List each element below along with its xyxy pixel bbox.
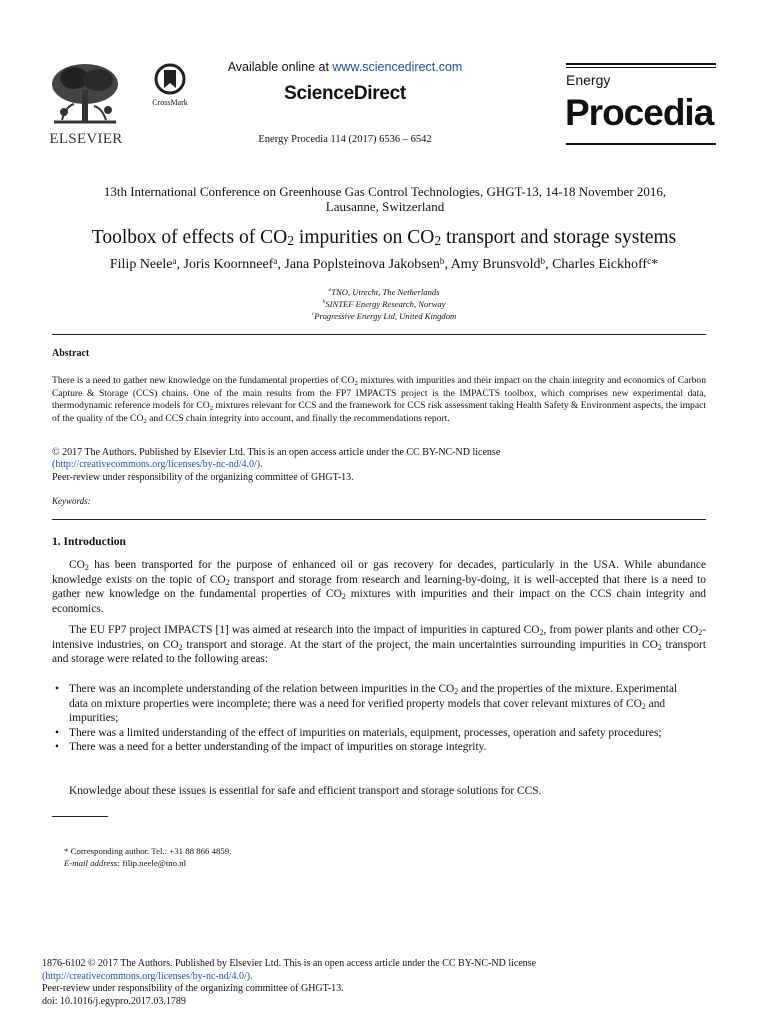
conference-line-1: 13th International Conference on Greenhouse Gas Control Technologies, GHGT-13, 14-18 November 2016, (103, 184, 667, 199)
conference-line-2: Lausanne, Switzerland (325, 199, 445, 214)
crossmark-label: CrossMark (152, 98, 188, 107)
divider-top (52, 334, 706, 335)
author: Jana Poplsteinova Jakobsen$^b$, (284, 256, 451, 272)
author: Amy Brunsvold$^b$, (450, 256, 553, 272)
journal-logo-rule-bottom (566, 143, 716, 145)
footer-license-link[interactable]: (http://creativecommons.org/licenses/by-nc-nd/4.0/). (42, 970, 253, 982)
list-item: • There was a need for a better understanding of the impact of impurities on storage integrity. (52, 740, 692, 755)
paper-title: Toolbox of effects of $CO_2$ impurities on $CO_2$ transport and storage systems (91, 227, 677, 248)
available-online (210, 60, 480, 74)
author: Charles Eickhoff$^c$* (552, 256, 659, 272)
publisher-name: ELSEVIER (49, 131, 123, 147)
email-address: filip.neele@tno.nl (120, 858, 187, 868)
author-list (30, 257, 738, 273)
journal-logo-rule-top2 (566, 67, 716, 68)
section-heading-introduction: 1. Introduction (52, 536, 126, 548)
conference-info (40, 184, 730, 214)
footer-license-text: 1876-6102 © 2017 The Authors. Published by Elsevier Ltd. This is an open access article under the CC BY-NC-ND license (42, 958, 537, 969)
author: Joris Koornneef$^a$, (183, 256, 285, 272)
peer-review-text: Peer-review under responsibility of the organizing committee of GHGT-13. (52, 471, 354, 483)
email-line: E-mail address: filip.neele@tno.nl (64, 858, 187, 868)
list-item: • There was an incomplete understanding of the relation between impurities in the $CO_2$ and the properties of the mixture. Experimental data on mixture properties were incomplete; there was a need for verified property models that cover relevant mixtures of $CO_2$ and impurities; (52, 682, 692, 726)
affiliation: $^a$TNO, Utrecht, The Netherlands (328, 287, 440, 297)
copyright-text: © 2017 The Authors. Published by Elsevier Ltd. This is an open access article under the CC BY-NC-ND license (52, 447, 501, 458)
footer-peer-review: Peer-review under responsibility of the organizing committee of GHGT-13. (42, 983, 344, 995)
list-item: • There was a limited understanding of the effect of impurities on materials, equipment, processes, operation and safety procedures; (52, 726, 692, 741)
affiliation: $^b$SINTEF Energy Research, Norway (322, 299, 446, 309)
abstract-body: There is a need to gather new knowledge on the fundamental properties of $CO_2$ mixtures with impurities and their impact on the chain integrity and economics of Carbon Capture & Storage (CCS) chains. One of the main results from the FP7 IMPACTS project is the IMPACTS toolbox, which comprises new experimental data, thermodynamic reference models for $CO_2$ mixtures relevant for CCS and the framework for CCS risk assessment taking Health Safety & Environment aspects, the impact of the quality of the $CO_2$ and CCS chain integrity into account, and finally the recommendations report. (52, 375, 707, 425)
crossmark-icon[interactable] (154, 63, 186, 97)
sciencedirect-wordmark: ScienceDirect (284, 83, 406, 104)
intro-paragraph-1: $CO_2$ has been transported for the purpose of enhanced oil or gas recovery for decades, particularly in the USA. While abundance knowledge exists on the topic of $CO_2$ transport and storage from research and learning-by-doing, it is well-accepted that there is a need to gather new knowledge on the fundamental properties of $CO_2$ mixtures with impurities and their impact on the CCS chain integrity and economics. (52, 559, 706, 615)
journal-citation: Energy Procedia 114 (2017) 6536 – 6542 (258, 134, 432, 145)
abstract-heading: Abstract (52, 348, 90, 359)
intro-paragraph-2: The EU FP7 project IMPACTS [1] was aimed at research into the impact of impurities in captured $CO_2$, from power plants and other $CO_2$-intensive industries, on $CO_2$ transport and storage. At the start of the project, the main uncertainties surrounding impurities in $CO_2$ transport and storage were related to the following areas: (52, 624, 706, 666)
page-footer (42, 958, 742, 1008)
footnote-rule (52, 816, 108, 817)
affiliation: $^c$Progressive Energy Ltd, United Kingdom (311, 311, 457, 321)
license-link[interactable]: (http://creativecommons.org/licenses/by-nc-nd/4.0/). (52, 459, 263, 471)
journal-logo-rule-top (566, 63, 716, 65)
journal-name-small: Energy (566, 72, 611, 88)
doi: doi: 10.1016/j.egypro.2017.03.1789 (42, 995, 186, 1007)
sciencedirect-link[interactable]: www.sciencedirect.com (332, 60, 463, 74)
affiliations (30, 286, 738, 322)
journal-name-big: Procedia (565, 92, 714, 133)
corresponding-author-text: * Corresponding author. Tel.: +31 88 866 4859. (64, 846, 232, 856)
abstract-license (52, 447, 706, 484)
impurity-issues-list (52, 682, 692, 755)
corresponding-author-footnote (64, 845, 231, 869)
intro-paragraph-3: Knowledge about these issues is essential for safe and efficient transport and storage solutions for CCS. (69, 785, 542, 797)
divider-bottom (52, 519, 706, 520)
keywords-label: Keywords: (52, 496, 91, 506)
available-online-text: Available online at (227, 60, 333, 74)
elsevier-tree-logo (44, 60, 126, 130)
author: Filip Neele$^a$, (109, 256, 184, 272)
